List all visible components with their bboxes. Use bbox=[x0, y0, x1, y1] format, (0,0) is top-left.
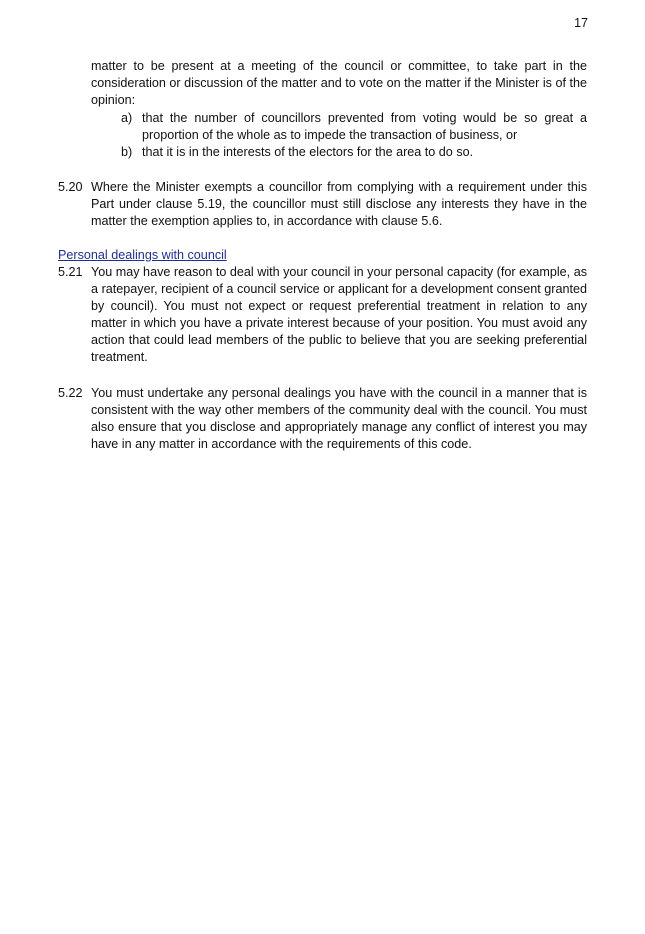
clause-5-22 bbox=[58, 385, 587, 453]
section-heading-link[interactable]: Personal dealings with council bbox=[58, 248, 227, 262]
page-number: 17 bbox=[574, 16, 588, 30]
list-item bbox=[121, 144, 587, 161]
list-marker: b) bbox=[121, 145, 133, 159]
sub-list bbox=[121, 110, 587, 161]
clause-text: You must undertake any personal dealings you have with the council in a manner that is consistent with the way other members of the community deal with the council. You must also ensure that you disclose and appropriately manage any conflict of interest you may have in any matter in accordance with the requirements of this code. bbox=[91, 386, 587, 451]
list-item bbox=[121, 110, 587, 144]
clause-text: Where the Minister exempts a councillor from complying with a requirement under this Part under clause 5.19, the councillor must still disclose any interests they have in the matter the exemption applies to, in accordance with clause 5.6. bbox=[91, 180, 587, 228]
list-marker: a) bbox=[121, 111, 133, 125]
clause-5-21 bbox=[58, 264, 587, 366]
clause-number: 5.22 bbox=[58, 386, 83, 400]
clause-number: 5.21 bbox=[58, 265, 83, 279]
clause-number: 5.20 bbox=[58, 180, 83, 194]
clause-text: You may have reason to deal with your council in your personal capacity (for example, as a ratepayer, recipient of a council service or applicant for a development consent granted by council). You must not expect or request preferential treatment in relation to any matter in which you have a private interest because of your position. You must avoid any action that could lead members of the public to believe that you are seeking preferential treatment. bbox=[91, 265, 587, 364]
list-item-text: that it is in the interests of the electors for the area to do so. bbox=[142, 145, 474, 159]
list-item-text: that the number of councillors prevented from voting would be so great a proportion of the whole as to impede the transaction of business, or bbox=[142, 111, 587, 142]
clause-5-20 bbox=[58, 179, 587, 230]
continuation-paragraph: matter to be present at a meeting of the council or committee, to take part in the consideration or discussion of the matter and to vote on the matter if the Minister is of the opinion: bbox=[91, 59, 587, 107]
